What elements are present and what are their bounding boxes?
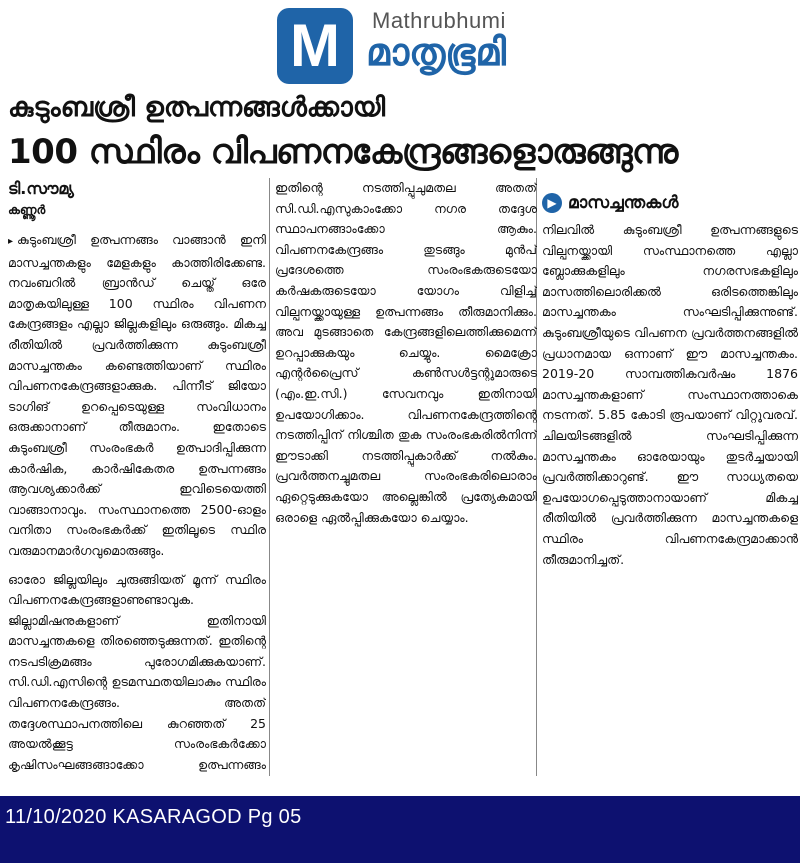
brand-name-english: Mathrubhumi [372,8,506,33]
article-column-1 [8,178,266,778]
column-divider [269,178,270,776]
article-column-3 [542,178,798,778]
footer-bar [0,796,800,863]
article-kicker: കുടുംബശ്രീ ഉത്പന്നങ്ങൾക്കായി [8,92,386,123]
mathrubhumi-logo [277,8,353,84]
byline-place: കണ്ണൂർ [8,202,46,217]
subhead-text: മാസച്ചന്തകൾ [568,193,679,213]
byline-name: ടി.സൗമ്യ [8,179,74,198]
chevron-right-circle-icon: ▶ [542,193,562,213]
article-paragraph [8,230,266,562]
article-paragraph [275,178,537,528]
paragraph-text: കുടുംബശ്രീ ഉത്പന്നങ്ങം വാങ്ങാൻ ഇനി മാസച്ചന്തകളും മേളകളും കാത്തിരിക്കേണ്ട. നവംബറിൽ ബ്രാൻഡ് ചെയ്ത് ഒരേ മാതൃകയിലുള്ള 100 സ്ഥിരം വിപണന കേന്ദ്രങ്ങളം എല്ലാ ജില്ലകളിലും ഒരുങ്ങും. മികച്ച രീതിയിൽ പ്രവർത്തിക്കുന്ന കുടുംബശ്രീ മാസച്ചന്തകം കണ്ടെത്തിയാണ് സ്ഥിരം വിപണനകേന്ദ്രങ്ങളാക്കുക. പിന്നീട് ജിയോ ടാഗിങ് ഉറപ്പെടെയുള്ള സംവിധാനം ഒരുക്കാനാണ് തീരുമാനം. ഇതോടെ കുടുംബശ്രീ സംരംഭകർ ഉത്പാദിപ്പിക്കുന്ന കാർഷിക, കാർഷികേതര ഉത്പന്നങ്ങം ആവശ്യക്കാർക്ക് ഇവിടെയെത്തി വാങ്ങാനാവും. സംസ്ഥാനത്തെ 2500-ഓളം വനിതാ സംരംഭകർക്ക് ഇതിലൂടെ സ്ഥിര വരുമാനമാർഗവുമൊരുങ്ങും. [8,232,266,558]
paragraph-text: നിലവിൽ കുടുംബശ്രീ ഉത്പന്നങ്ങളുടെ വില്പനയ്ക്കായി സംസ്ഥാനത്തെ എല്ലാ ബ്ലോക്കുകളിലും നഗരസഭകളിലും മാസത്തിലൊരിക്കൽ ഒരിടത്തെങ്കിലും മാസച്ചന്തകം സംഘടിപ്പിക്കുന്നുണ്ട്. കുടുംബശ്രീയുടെ വിപണന പ്രവർത്തനങ്ങളിൽ പ്രധാനമായ ഒന്നാണ് ഈ മാസച്ചന്തകം. 2019-20 സാമ്പത്തികവർഷം 1876 മാസച്ചന്തകളാണ് സംസ്ഥാനത്താകെ നടന്നത്. 5.85 കോടി രൂപയാണ് വിറ്റുവരവ്. ചിലയിടങ്ങളിൽ സംഘടിപ്പിക്കുന്ന മാസച്ചന്തകം ഓരേയായും തുടർച്ചയായി പ്രവർത്തിക്കാറുണ്ട്. ഈ സാധ്യതയെ ഉപയോഗപ്പെടുത്താനായാണ് മികച്ച രീതിയിൽ പ്രവർത്തിക്കുന്ന മാസച്ചന്തകളെ സ്ഥിരം വിപണനകേന്ദ്രമാക്കാൻ തീരുമാനിച്ചത്. [542,222,798,567]
paragraph-text: ഇതിന്റെ നടത്തിപ്പുചുമതല അതത് സി.ഡി.എസുകാംക്കോ നഗര തദ്ദേശ സ്ഥാപനങ്ങാംക്കോ ആകും. വിപണനകേന്ദ്രങ്ങം തുടങ്ങും മുൻപ് പ്രദേശത്തെ സംരംഭകരുടെയോ കർഷകരുടെയോ യോഗം വിളിച്ച് വില്പനയ്ക്കായുള്ള ഉത്പന്നങ്ങം തീരുമാനിക്കും. അവ മുടങ്ങാതെ കേന്ദ്രങ്ങളിലെത്തിക്കുമെന്ന് ഉറപ്പാക്കുകയും ചെയ്യും. മൈക്രോ എന്റർപ്രൈസ് കൺസൾട്ടന്റുമാരുടെ (എം.ഇ.സി.) സേവനവും ഇതിനായി ഉപയോഗിക്കാം. വിപണനകേന്ദ്രത്തിന്റെ നടത്തിപ്പിന് നിശ്ചിത തുക സംരംഭകരിൽനിന്ന് ഈടാക്കി നടത്തിപ്പുകാർക്ക് നൽകും. പ്രവർത്തനച്ചുമതല സംരംഭകരിലൊരാം ഏറ്റെടുക്കുകയോ അല്ലെങ്കിൽ പ്രത്യേകമായി ഒരാളെ ഏൽപ്പിക്കുകയോ ചെയ്യാം. [275,180,537,525]
edition-caption: 11/10/2020 KASARAGOD Pg 05 [5,806,302,828]
brand-name-malayalam: മാതൃഭൂമി [366,30,506,74]
article-paragraph [542,220,798,570]
subhead [542,190,798,216]
article-headline: 100 സ്ഥിരം വിപണനകേന്ദ്രങ്ങളൊരുങ്ങുന്നു [8,132,678,172]
article-column-2 [275,178,537,778]
masthead [0,0,800,92]
logo-letter: M [290,12,340,79]
paragraph-text: ഓരോ ജില്ലയിലും ചുരുങ്ങിയത് മൂന്ന് സ്ഥിരം വിപണനകേന്ദ്രങ്ങളാണുണ്ടാവുക. ജില്ലാമിഷനുകളാണ് ഇതിനായി മാസച്ചന്തകളെ തിരഞ്ഞെടുക്കുന്നത്. ഇതിന്റെ നടപടിക്രമങ്ങം പുരോഗമിക്കുകയാണ്. സി.ഡി.എസിന്റെ ഉടമസ്ഥതയിലാകും സ്ഥിരം വിപണനകേന്ദ്രങ്ങം. അതത് തദ്ദേശസ്ഥാപനത്തിലെ കുറഞ്ഞത് 25 അയൽക്കൂട്ട സംരംഭകർക്കോ കൃഷിസംഘങ്ങങ്ങാക്കോ ഉത്പന്നങ്ങം [8,571,266,772]
article-paragraph [8,570,266,779]
lead-marker-icon: ▸ [8,236,14,247]
